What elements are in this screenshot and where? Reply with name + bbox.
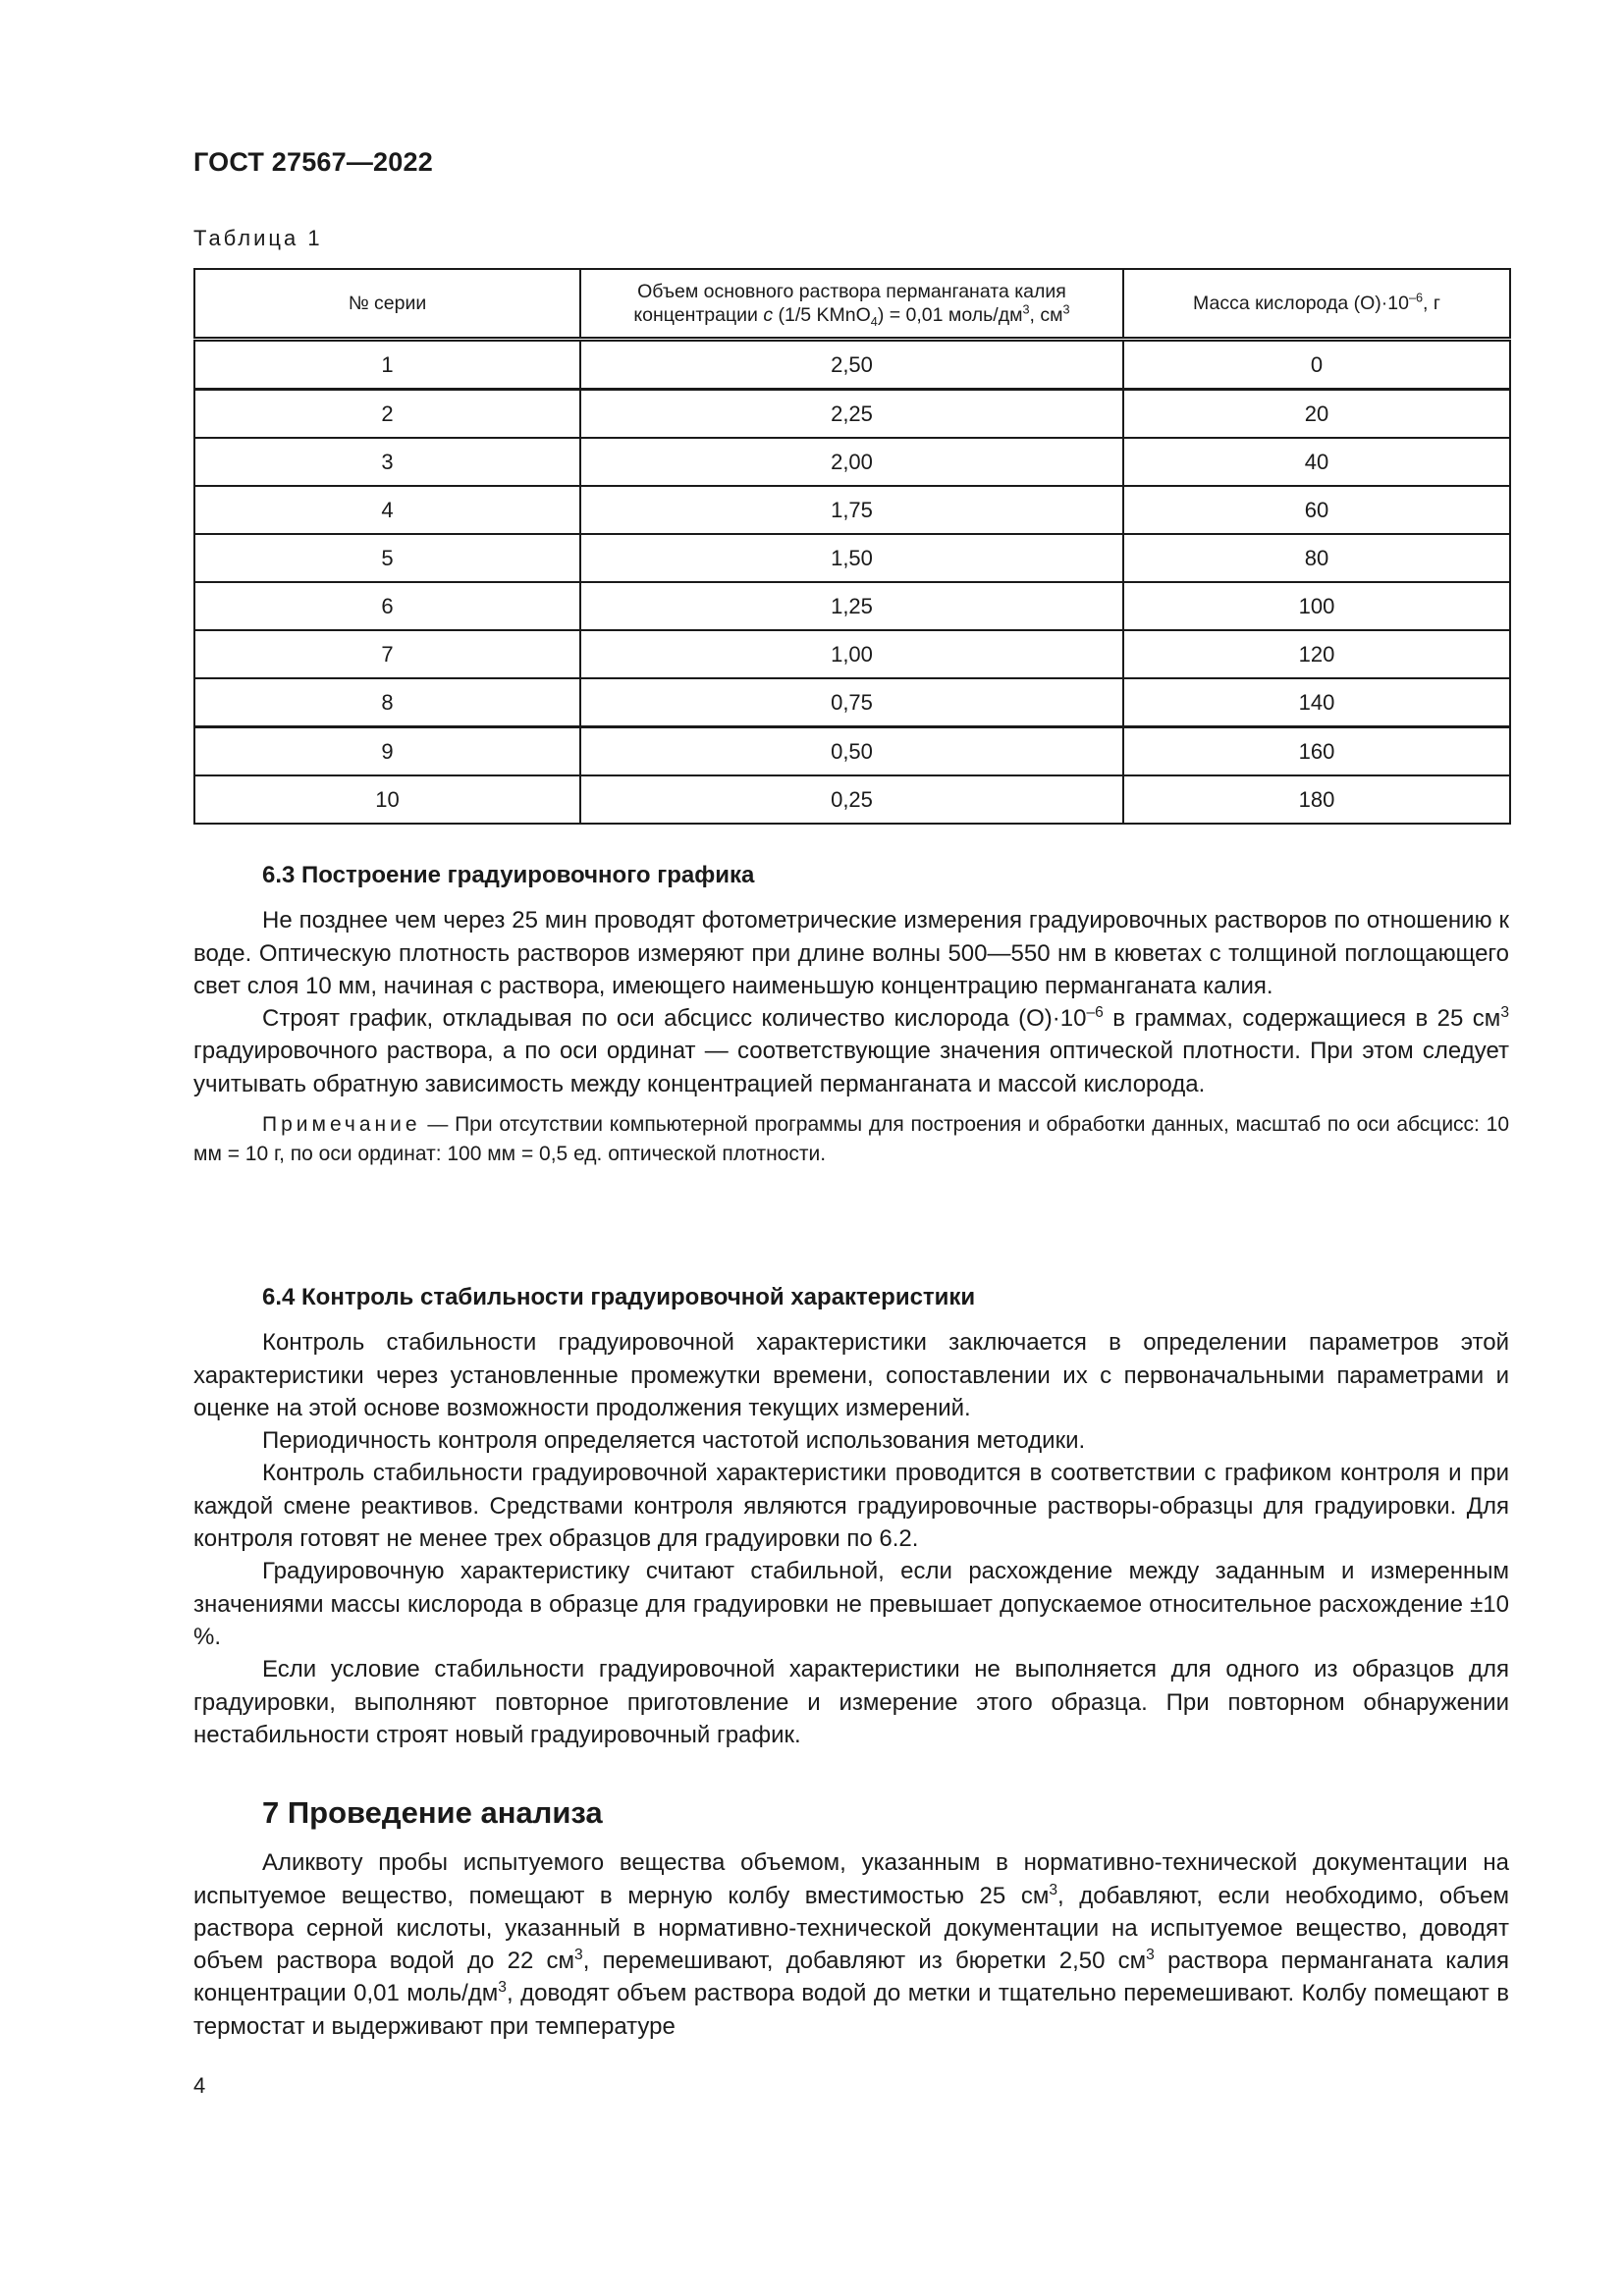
cell-series: 3 [194,438,580,486]
cell-mass: 0 [1123,340,1510,390]
cell-mass: 60 [1123,486,1510,534]
table-row [194,775,1510,824]
cell-series: 8 [194,678,580,727]
table-row [194,486,1510,534]
cell-volume: 1,25 [580,582,1123,630]
section-6-4 [193,1281,1509,1751]
cell-series: 10 [194,775,580,824]
cell-volume: 1,75 [580,486,1123,534]
cell-volume: 0,75 [580,678,1123,727]
cell-mass: 140 [1123,678,1510,727]
cell-series: 4 [194,486,580,534]
cell-mass: 100 [1123,582,1510,630]
note: Примечание — При отсутствии компьютерной программы для построения и обработки данных, масштаб по оси абсцисс: 10 мм = 10 г, по оси ординат: 100 мм = 0,5 ед. оптической плотности. [193,1113,1509,1166]
table-1 [193,268,1511,825]
cell-series: 6 [194,582,580,630]
note-label: Примечание [262,1113,421,1137]
cell-mass: 20 [1123,390,1510,439]
table-row [194,438,1510,486]
page-number: 4 [193,2073,206,2098]
cell-mass: 80 [1123,534,1510,582]
column-header-series: № серии [194,269,580,340]
cell-volume: 1,00 [580,630,1123,678]
cell-volume: 2,25 [580,390,1123,439]
cell-series: 5 [194,534,580,582]
paragraph: Если условие стабильности градуировочной характеристики не выполняется для одного из образцов для градуировки, выполняют повторное приготовление и измерение этого образца. При повторном обнаружении нестабильности строят новый градуировочный график. [193,1656,1509,1748]
section-6-3 [193,859,1509,1169]
table-row [194,534,1510,582]
cell-series: 2 [194,390,580,439]
cell-volume: 0,25 [580,775,1123,824]
paragraph: Аликвоту пробы испытуемого вещества объемом, указанным в нормативно-технической документации на испытуемое вещество, помещают в мерную колбу вместимостью 25 $см^3$, добавляют, если необходимо, объем раствора серной кислоты, указанный в нормативно-технической документации на испытуемое вещество, доводят объем раствора водой до 22 $см^3$, перемешивают, добавляют из бюретки 2,50 $см^3$ раствора перманганата калия концентрации 0,01 моль/$дм^3$, доводят объем раствора водой до метки и тщательно перемешивают. Колбу помещают в термостат и выдерживают при температуре [193,1849,1510,2040]
cell-volume: 1,50 [580,534,1123,582]
section-heading: 6.4 Контроль стабильности градуировочной характеристики [262,1284,976,1310]
table-caption: Таблица 1 [193,226,323,250]
paragraph: Не позднее чем через 25 мин проводят фотометрические измерения градуировочных растворов по отношению к воде. Оптическую плотность растворов измеряют при длине волны 500—550 нм в кюветах с толщиной поглощающего свет слоя 10 мм, начиная с раствора, имеющего наименьшую концентрацию перманганата калия. [193,907,1509,999]
cell-volume: 0,50 [580,727,1123,776]
table-header-row [194,269,1510,340]
paragraph: Периодичность контроля определяется частотой использования методики. [262,1427,1086,1455]
cell-series: 9 [194,727,580,776]
cell-volume: 2,00 [580,438,1123,486]
table-row [194,582,1510,630]
table-row [194,727,1510,776]
cell-mass: 160 [1123,727,1510,776]
cell-mass: 120 [1123,630,1510,678]
cell-series: 7 [194,630,580,678]
column-header-volume: Объем основного раствора перманганата калия концентрации c (1/5 KMnO$_4$) = 0,01 моль/$дм^3$, $см^3$ [580,269,1123,340]
table-row [194,390,1510,439]
document-id: ГОСТ 27567—2022 [193,147,433,177]
paragraph: Контроль стабильности градуировочной характеристики проводится в соответствии с графиком контроля и при каждой смене реактивов. Средствами контроля являются градуировочные растворы-образцы для градуировки. Для контроля готовят не менее трех образцов для градуировки по 6.2. [193,1460,1509,1553]
cell-series: 1 [194,340,580,390]
column-header-mass: Масса кислорода $(O)\cdot 10^{-6}$, г [1123,269,1510,340]
paragraph: Контроль стабильности градуировочной характеристики заключается в определении параметров этой характеристики через установленные промежутки времени, сопоставлении их с первоначальными параметрами и оценке на этой основе возможности продолжения текущих измерений. [193,1329,1509,1421]
cell-mass: 40 [1123,438,1510,486]
cell-mass: 180 [1123,775,1510,824]
paragraph: Градуировочную характеристику считают стабильной, если расхождение между заданным и измеренным значениями массы кислорода в образце для градуировки не превышает допускаемое относительное расхождение ±10 %. [193,1558,1509,1650]
table-row [194,340,1510,390]
section-heading: 6.3 Построение градуировочного графика [262,862,755,888]
section-heading: 7 Проведение анализа [262,1795,603,1830]
table-row [194,678,1510,727]
paragraph: Строят график, откладывая по оси абсцисс количество кислорода $(O)\cdot 10^{-6}$ в граммах, содержащиеся в 25 $см^3$ градуировочного раствора, а по оси ординат — соответствующие значения оптической плотности. При этом следует учитывать обратную зависимость между концентрацией перманганата и массой кислорода. [193,1004,1509,1097]
cell-volume: 2,50 [580,340,1123,390]
section-7 [193,1796,1509,2043]
table-row [194,630,1510,678]
